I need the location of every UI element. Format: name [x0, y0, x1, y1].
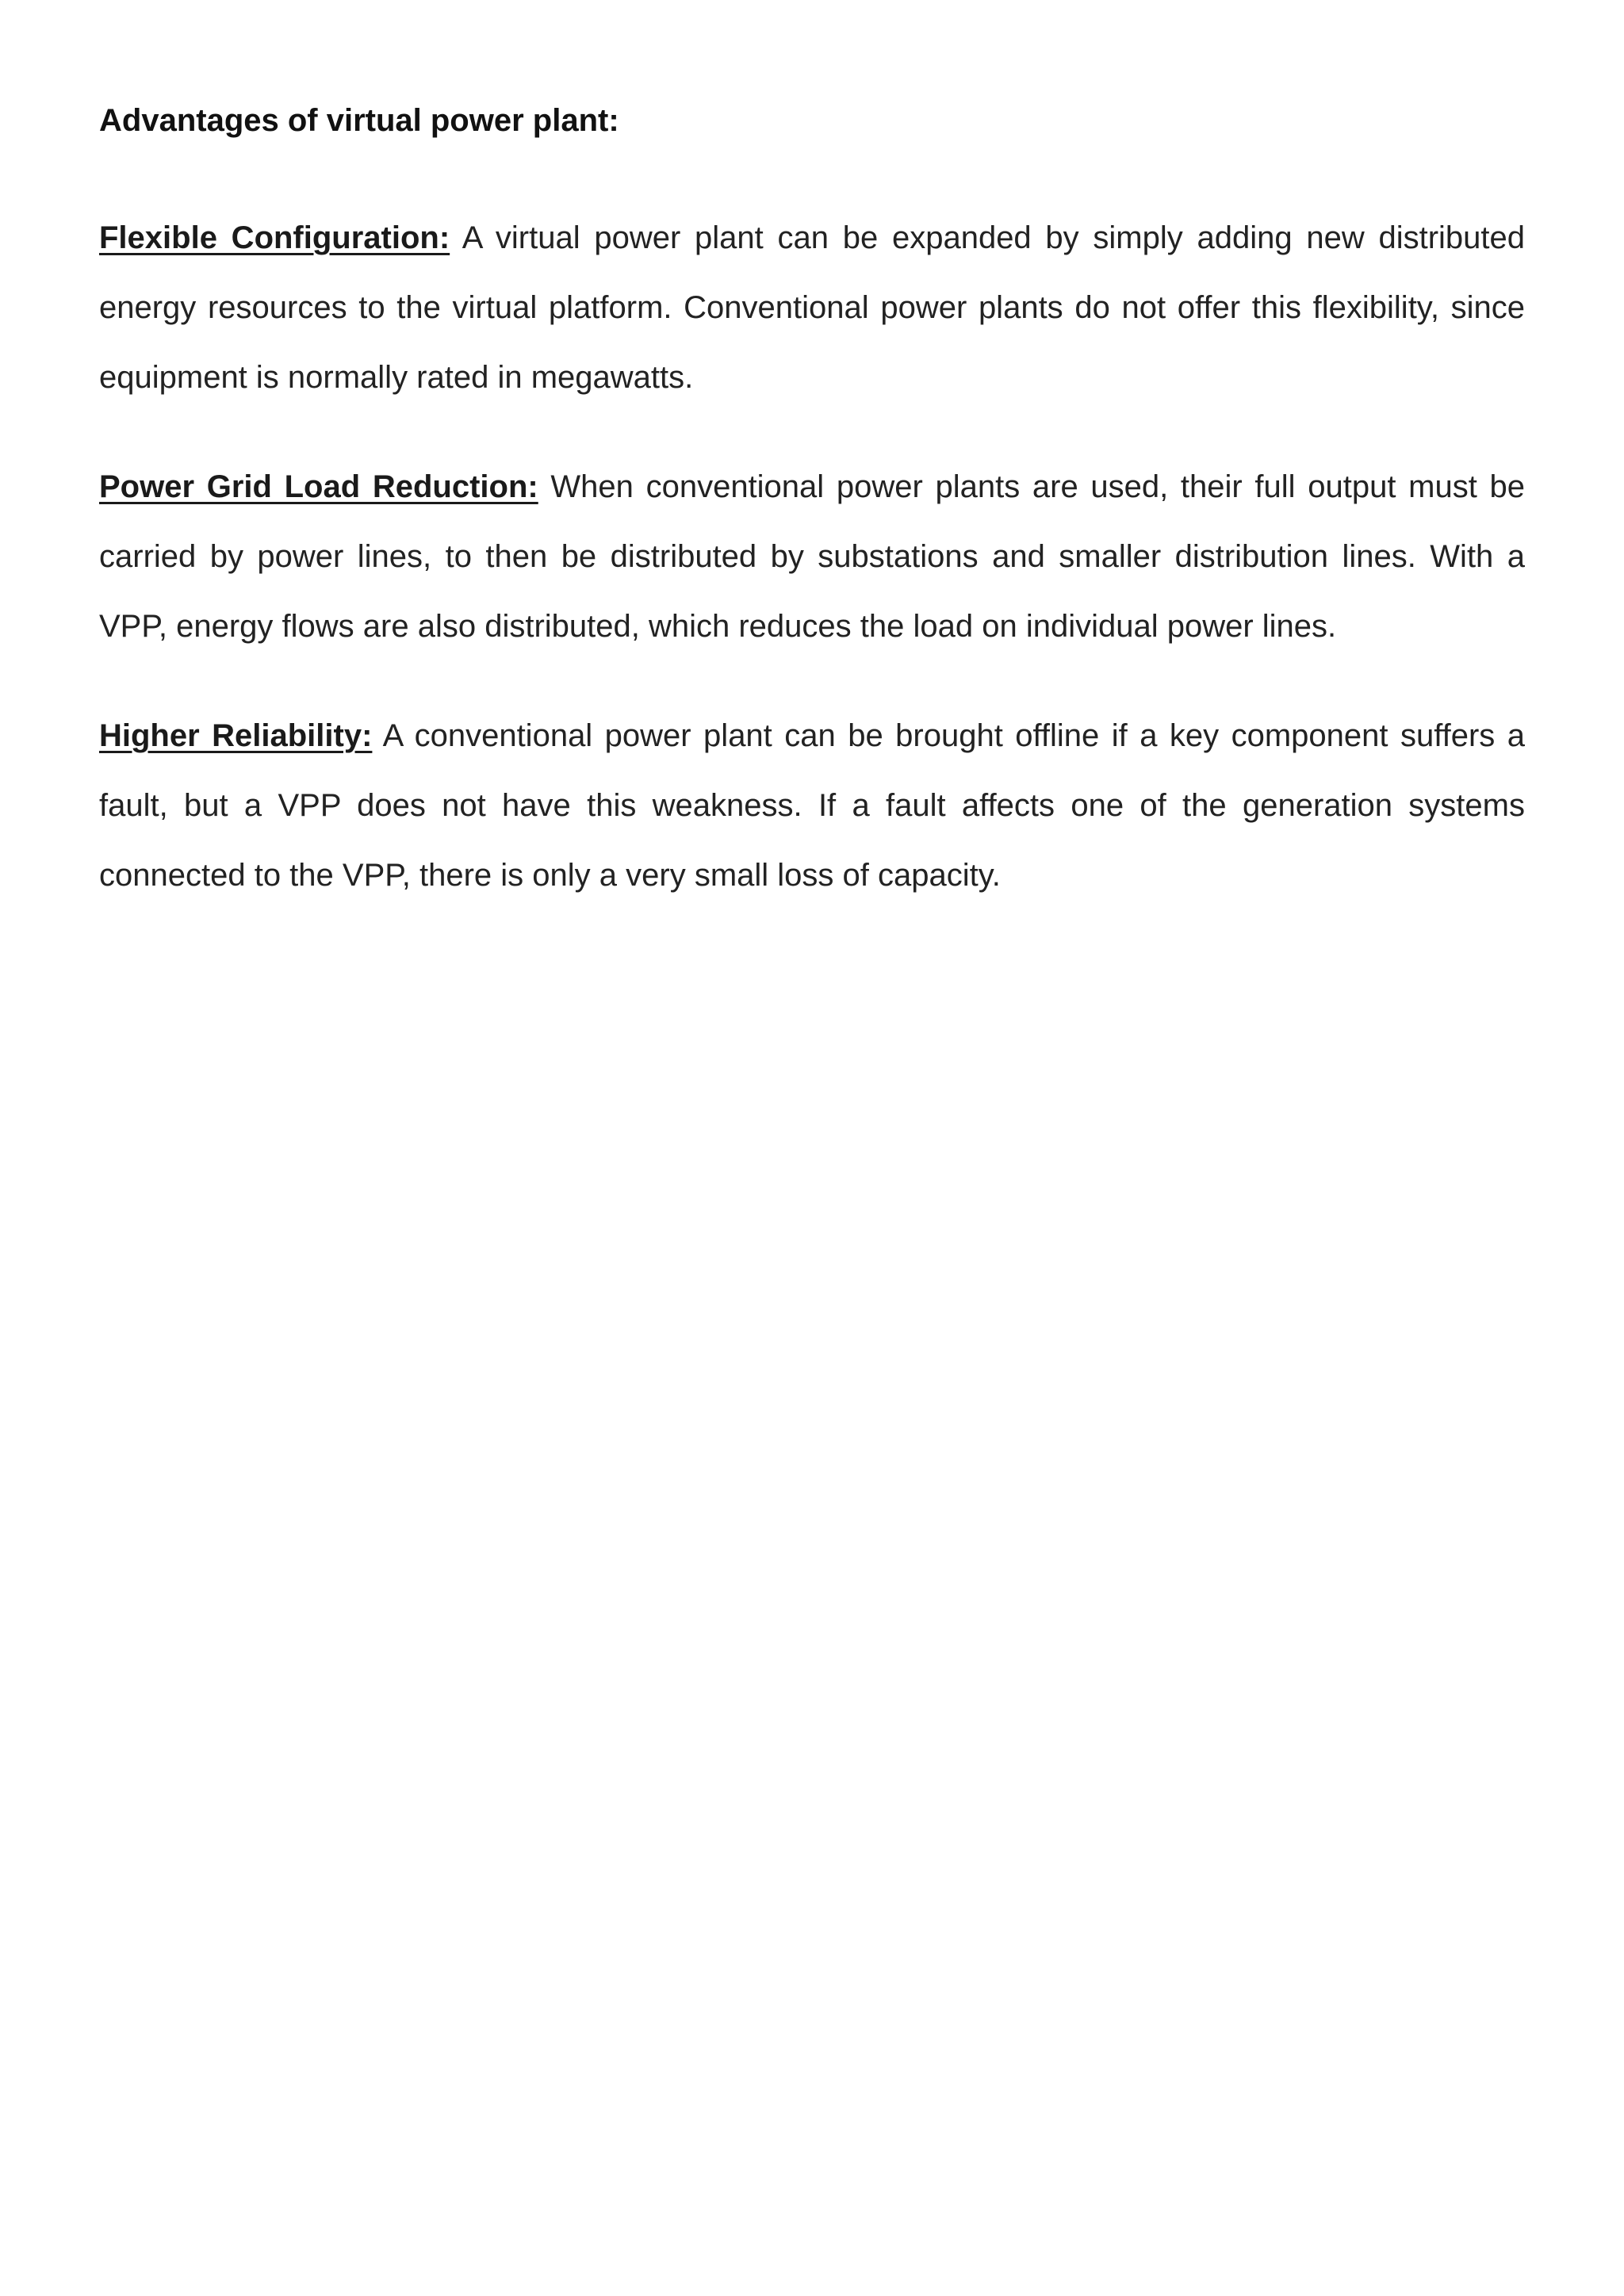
paragraph-higher-reliability: [99, 701, 1525, 910]
paragraph-power-grid-load-reduction: [99, 452, 1525, 661]
paragraph-body: A conventional power plant can be brought offline if a key component suffers a fault, but a VPP does not have this weakness. If a fault affects one of the generation systems connected to the VPP, there is only a very small loss of capacity.: [99, 718, 1525, 893]
paragraph-title: Power Grid Load Reduction:: [99, 469, 538, 504]
document-heading: Advantages of virtual power plant:: [99, 103, 619, 138]
paragraph-title: Higher Reliability:: [99, 718, 373, 753]
paragraph-flexible-configuration: [99, 203, 1525, 412]
paragraph-body: When conventional power plants are used, their full output must be carried by power lines, to then be distributed by substations and smaller distribution lines. With a VPP, energy flows are also distributed, which reduces the load on individual power lines.: [99, 469, 1525, 644]
paragraph-title: Flexible Configuration:: [99, 220, 450, 255]
paragraph-body: A virtual power plant can be expanded by simply adding new distributed energy resources to the virtual platform. Conventional power plants do not offer this flexibility, since equipment is normally rated in megawatts.: [99, 220, 1525, 395]
